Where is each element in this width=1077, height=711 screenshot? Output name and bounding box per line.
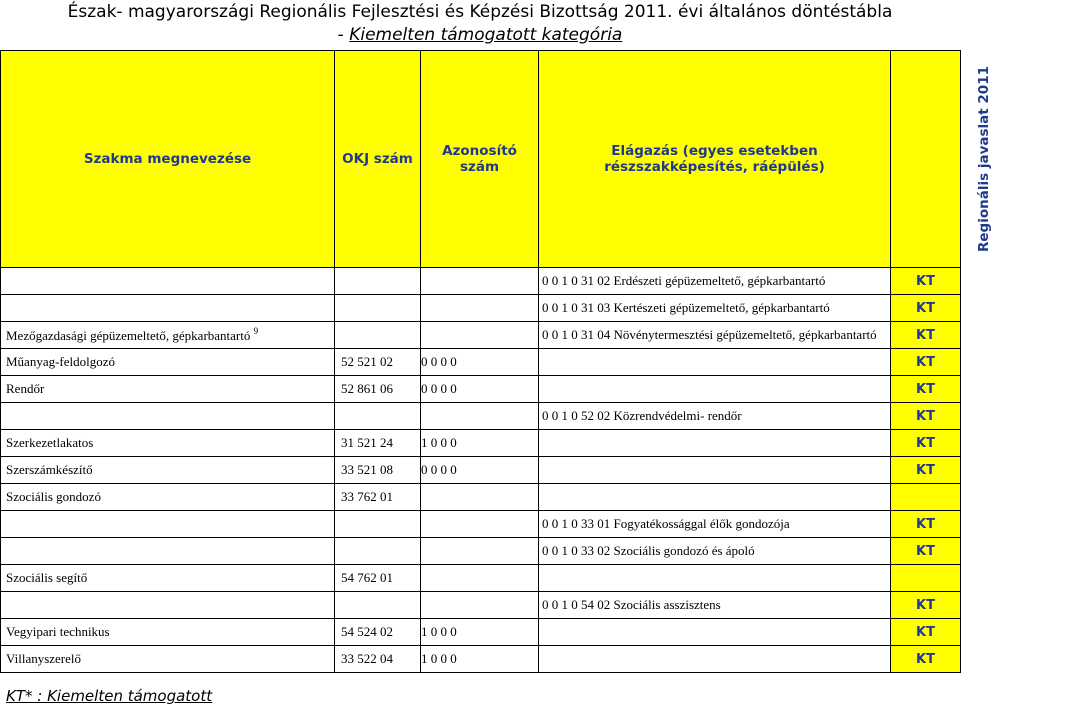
cell-okj: 54 762 01: [335, 565, 421, 592]
cell-elagazas: 0 0 1 0 33 01 Fogyatékossággal élők gondozója: [539, 511, 891, 538]
cell-okj: [335, 268, 421, 295]
header-javaslat: [891, 51, 992, 268]
cell-elagazas: 0 0 1 0 31 03 Kertészeti gépüzemeltető, gépkarbantartó: [539, 295, 891, 322]
cell-javaslat: KT: [891, 322, 961, 349]
cell-azonosito: 1 0 0 0: [421, 619, 539, 646]
cell-okj: [335, 295, 421, 322]
table-row: [1, 349, 961, 376]
cell-name: [1, 565, 335, 592]
table-row: [1, 646, 961, 673]
table-row: [1, 565, 961, 592]
profession-name: Villanyszerelő: [6, 651, 82, 666]
cell-elagazas: [539, 457, 891, 484]
cell-name: [1, 430, 335, 457]
cell-javaslat: KT: [891, 646, 961, 673]
cell-elagazas: 0 0 1 0 31 02 Erdészeti gépüzemeltető, gépkarbantartó: [539, 268, 891, 295]
document-subtitle: [0, 25, 960, 45]
profession-name: Műanyag-feldolgozó: [6, 354, 116, 369]
header-name: Szakma megnevezése: [1, 51, 335, 268]
cell-name: [1, 646, 335, 673]
header-row: [1, 51, 961, 268]
cell-okj: [335, 538, 421, 565]
cell-azonosito: [421, 565, 539, 592]
cell-azonosito: [421, 592, 539, 619]
cell-okj: 33 522 04: [335, 646, 421, 673]
subtitle-prefix: -: [337, 25, 350, 45]
cell-name: [1, 511, 335, 538]
cell-azonosito: [421, 538, 539, 565]
cell-name: [1, 403, 335, 430]
table-row: [1, 484, 961, 511]
cell-okj: 54 524 02: [335, 619, 421, 646]
cell-azonosito: [421, 268, 539, 295]
cell-javaslat: KT: [891, 376, 961, 403]
table-row: [1, 430, 961, 457]
cell-javaslat: KT: [891, 457, 961, 484]
header-elagazas: Elágazás (egyes esetekben részszakképesítés, ráépülés): [539, 51, 891, 268]
cell-azonosito: [421, 295, 539, 322]
document-title: Észak- magyarországi Regionális Fejlesztési és Képzési Bizottság 2011. évi általános döntéstábla: [67, 2, 893, 22]
table-body: [1, 268, 961, 673]
profession-name: Mezőgazdasági gépüzemeltető, gépkarbantartó: [6, 328, 251, 343]
cell-javaslat: [891, 484, 961, 511]
cell-okj: [335, 403, 421, 430]
cell-azonosito: [421, 403, 539, 430]
cell-elagazas: [539, 349, 891, 376]
cell-name: [1, 592, 335, 619]
footnote: KT* : Kiemelten támogatott: [6, 687, 213, 705]
cell-azonosito: 0 0 0 0: [421, 376, 539, 403]
cell-javaslat: KT: [891, 511, 961, 538]
cell-elagazas: [539, 430, 891, 457]
table-row: [1, 592, 961, 619]
cell-okj: [335, 592, 421, 619]
cell-azonosito: [421, 484, 539, 511]
table-row: [1, 295, 961, 322]
cell-okj: 33 521 08: [335, 457, 421, 484]
cell-elagazas: [539, 376, 891, 403]
cell-azonosito: 0 0 0 0: [421, 457, 539, 484]
cell-azonosito: [421, 322, 539, 349]
cell-javaslat: [891, 565, 961, 592]
cell-javaslat: KT: [891, 430, 961, 457]
cell-okj: [335, 322, 421, 349]
cell-javaslat: KT: [891, 403, 961, 430]
cell-name: [1, 376, 335, 403]
cell-elagazas: 0 0 1 0 33 02 Szociális gondozó és ápoló: [539, 538, 891, 565]
header-okj: OKJ szám: [335, 51, 421, 268]
cell-name: [1, 268, 335, 295]
table-row: [1, 403, 961, 430]
cell-elagazas: [539, 484, 891, 511]
cell-elagazas: [539, 565, 891, 592]
cell-elagazas: [539, 646, 891, 673]
cell-javaslat: KT: [891, 295, 961, 322]
profession-name: Szerkezetlakatos: [6, 435, 94, 450]
cell-javaslat: KT: [891, 268, 961, 295]
table-row: [1, 457, 961, 484]
table-row: [1, 511, 961, 538]
profession-name: Rendőr: [6, 381, 45, 396]
cell-javaslat: KT: [891, 592, 961, 619]
cell-elagazas: [539, 619, 891, 646]
cell-okj: 52 521 02: [335, 349, 421, 376]
cell-azonosito: 0 0 0 0: [421, 349, 539, 376]
cell-okj: 33 762 01: [335, 484, 421, 511]
profession-name: Vegyipari technikus: [6, 624, 110, 639]
cell-name: [1, 349, 335, 376]
subtitle-category: Kiemelten támogatott kategória: [349, 25, 623, 45]
table-row: [1, 538, 961, 565]
cell-javaslat: KT: [891, 619, 961, 646]
table-row: [1, 376, 961, 403]
header-azonosito: Azonosító szám: [421, 51, 539, 268]
cell-javaslat: KT: [891, 538, 961, 565]
profession-name: Szociális segítő: [6, 570, 88, 585]
cell-okj: 31 521 24: [335, 430, 421, 457]
profession-name: Szerszámkészítő: [6, 462, 93, 477]
cell-okj: [335, 511, 421, 538]
decision-table: [0, 50, 992, 673]
profession-name: Szociális gondozó: [6, 489, 101, 504]
cell-name: [1, 538, 335, 565]
cell-name: [1, 457, 335, 484]
cell-name: [1, 619, 335, 646]
cell-name: [1, 322, 335, 349]
cell-azonosito: [421, 511, 539, 538]
footnote-marker: 9: [253, 326, 259, 336]
cell-name: [1, 295, 335, 322]
cell-elagazas: 0 0 1 0 52 02 Közrendvédelmi- rendőr: [539, 403, 891, 430]
cell-name: [1, 484, 335, 511]
cell-azonosito: 1 0 0 0: [421, 646, 539, 673]
cell-elagazas: 0 0 1 0 54 02 Szociális asszisztens: [539, 592, 891, 619]
header-javaslat-label: Regionális javaslat 2011: [975, 66, 992, 252]
table-row: [1, 322, 961, 349]
cell-elagazas: 0 0 1 0 31 04 Növénytermesztési gépüzemeltető, gépkarbantartó: [539, 322, 891, 349]
cell-javaslat: KT: [891, 349, 961, 376]
table-row: [1, 268, 961, 295]
cell-okj: 52 861 06: [335, 376, 421, 403]
table-row: [1, 619, 961, 646]
cell-azonosito: 1 0 0 0: [421, 430, 539, 457]
